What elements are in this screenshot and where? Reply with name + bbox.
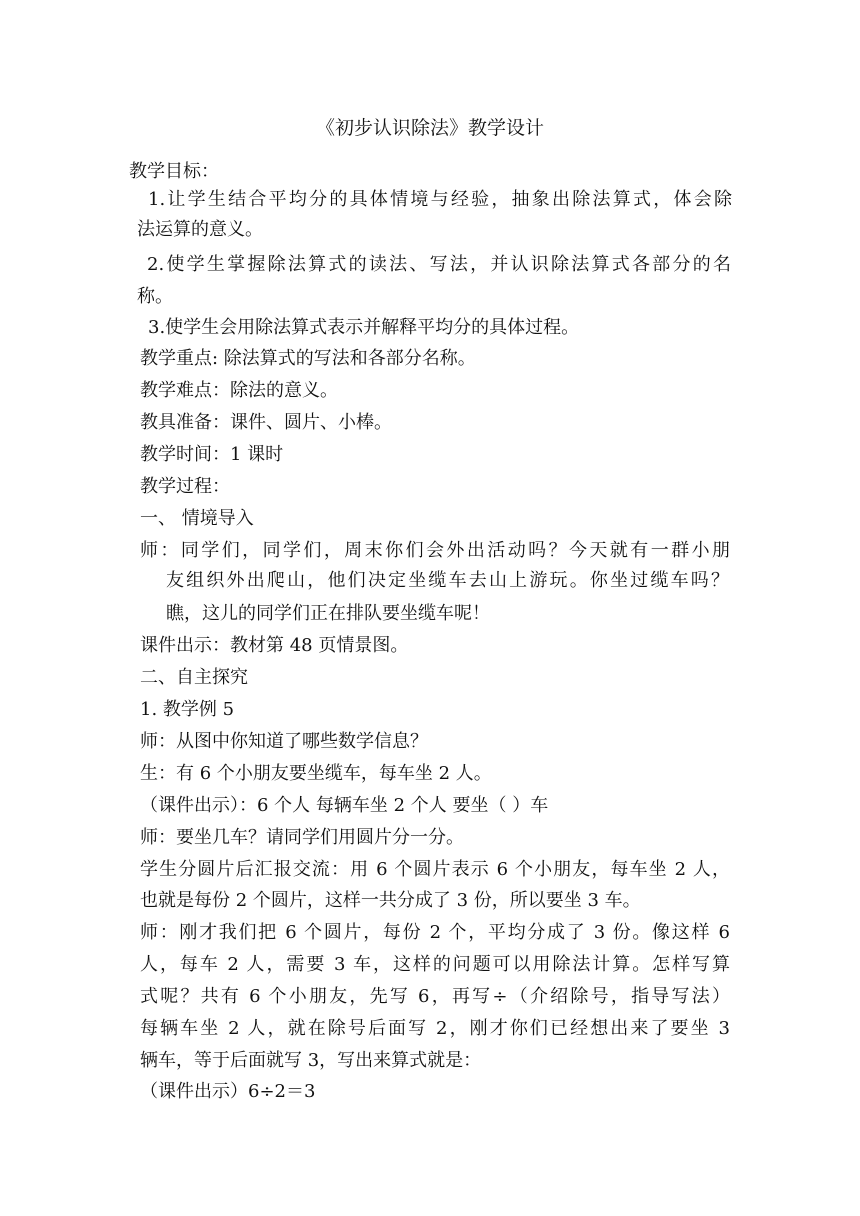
text-line: 瞧，这儿的同学们正在排队要坐缆车呢！ xyxy=(166,603,490,624)
text-line: （课件出示）6÷2＝3 xyxy=(140,1081,316,1102)
text-line: 二、自主探究 xyxy=(140,667,248,688)
text-line: 2.使学生掌握除法算式的读法、写法，并认识除法算式各部分的名 xyxy=(147,254,731,275)
text-line: 3.使学生会用除法算式表示并解释平均分的具体过程。 xyxy=(148,317,580,338)
text-line: 式呢？共有 6 个小朋友，先写 6，再写÷（介绍除号，指导写法） xyxy=(140,986,730,1007)
text-line: 友组织外出爬山，他们决定坐缆车去山上游玩。你坐过缆车吗？ xyxy=(166,570,729,591)
text-line: 课件出示：教材第 48 页情景图。 xyxy=(140,635,409,656)
text-line: 生：有 6 个小朋友要坐缆车，每车坐 2 人。 xyxy=(140,763,492,784)
text-line: 也就是每份 2 个圆片，这样一共分成了 3 份，所以要坐 3 车。 xyxy=(140,890,641,911)
text-line: 师：要坐几车？请同学们用圆片分一分。 xyxy=(140,827,464,848)
text-line: 人，每车 2 人，需要 3 车，这样的问题可以用除法计算。怎样写算 xyxy=(140,954,730,975)
text-line: 每辆车坐 2 人，就在除号后面写 2，刚才你们已经想出来了要坐 3 xyxy=(140,1018,730,1039)
text-line: 教学重点: 除法算式的写法和各部分名称。 xyxy=(140,348,476,369)
text-line: 一、 情境导入 xyxy=(140,508,254,529)
text-line: 教学目标： xyxy=(129,161,219,182)
text-line: 教具准备：课件、圆片、小棒。 xyxy=(140,412,392,433)
text-line: 1. 教学例 5 xyxy=(140,699,235,720)
text-line: 1.让学生结合平均分的具体情境与经验，抽象出除法算式，体会除 xyxy=(148,189,732,210)
text-line: 教学过程： xyxy=(140,476,230,497)
text-line: 法运算的意义。 xyxy=(137,219,263,240)
text-line: 辆车，等于后面就写 3，写出来算式就是： xyxy=(140,1050,482,1071)
text-line: 称。 xyxy=(137,286,173,307)
text-line: 师：同学们，同学们，周末你们会外出活动吗？今天就有一群小朋 xyxy=(140,540,730,561)
text-line: 师：从图中你知道了哪些数学信息？ xyxy=(140,731,428,752)
text-line: 学生分圆片后汇报交流：用 6 个圆片表示 6 个小朋友，每车坐 2 人， xyxy=(140,859,730,880)
document-title: 《初步认识除法》教学设计 xyxy=(315,117,544,139)
text-line: 师：刚才我们把 6 个圆片，每份 2 个，平均分成了 3 份。像这样 6 xyxy=(140,922,730,943)
text-line: 教学难点：除法的意义。 xyxy=(140,380,338,401)
text-line: 教学时间：1 课时 xyxy=(140,444,284,465)
text-line: （课件出示）：6 个人 每辆车坐 2 个人 要坐（ ）车 xyxy=(140,795,549,816)
